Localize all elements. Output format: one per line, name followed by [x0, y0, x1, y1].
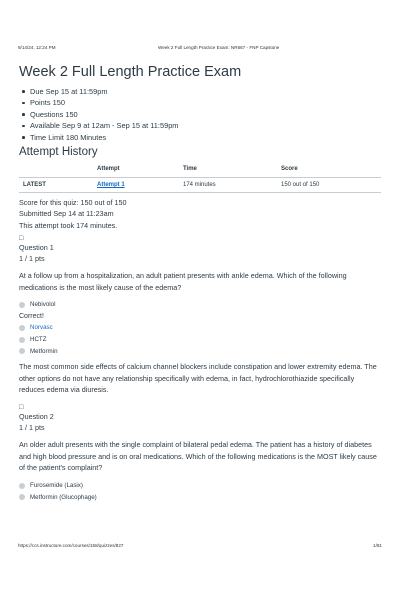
print-url: https://ccs.instructure.com/courses/158/quizzes/827: [18, 543, 124, 548]
attempt-duration: This attempt took 174 minutes.: [19, 220, 118, 230]
question-title: Question 1: [19, 243, 54, 253]
answer-option[interactable]: [19, 345, 381, 357]
print-footer: [18, 543, 382, 548]
answer-text: Norvasc: [30, 324, 53, 332]
latest-label: LATEST: [19, 178, 93, 193]
print-date: 9/14/24, 12:24 PM: [18, 45, 56, 50]
answer-text: Nebivolol: [30, 301, 56, 309]
print-header: [18, 45, 382, 50]
question-text: At a follow up from a hospitalization, an adult patient presents with ankle edema. Which of the following medications is the most likely cause of the edema?: [19, 271, 347, 292]
answer-option-correct[interactable]: [19, 322, 381, 334]
attempt-cell: [93, 178, 179, 193]
answer-text: HCTZ: [30, 336, 47, 344]
question-points: 1 / 1 pts: [19, 422, 45, 432]
correct-label: Correct!: [19, 312, 44, 320]
detail-questions: Questions 150: [30, 109, 381, 120]
question-text: An older adult presents with the single complaint of bilateral pedal edema. The patient has a history of diabetes and high blood pressure and is on oral medications. Which of the following medications is the MOST likely cause of the patient's complaint?: [19, 440, 377, 473]
question-2: [19, 403, 381, 503]
table-row: [19, 178, 381, 193]
answer-option[interactable]: [19, 480, 381, 492]
answer-option[interactable]: [19, 491, 381, 503]
score-cell: 150 out of 150: [277, 178, 381, 193]
radio-icon: [19, 302, 25, 308]
attempt-summary: [19, 197, 381, 231]
column-header-score: Score: [281, 166, 298, 173]
time-cell: 174 minutes: [179, 178, 277, 193]
radio-icon: [19, 348, 25, 354]
attempt-history-heading: Attempt History: [19, 146, 98, 159]
quiz-details: [19, 86, 381, 143]
detail-points: Points 150: [30, 97, 381, 108]
question-title: Question 2: [19, 412, 54, 422]
column-header-time: Time: [183, 166, 197, 173]
answer-text: Furosemide (Lasix): [30, 482, 83, 490]
answer-option[interactable]: [19, 334, 381, 346]
detail-due: Due Sep 15 at 11:59pm: [30, 86, 381, 97]
question-flag-icon: □: [19, 404, 24, 412]
print-page-title: Week 2 Full Length Practice Exam: NR667 - FNP Capstone: [158, 45, 280, 50]
question-1: [19, 234, 381, 395]
detail-time-limit: Time Limit 180 Minutes: [30, 132, 381, 143]
column-header-blank: [19, 164, 93, 178]
column-header-attempt: Attempt: [97, 166, 120, 173]
answer-explanation: The most common side effects of calcium channel blockers include constipation and lower extremity edema. The other options do not have any relationship specifically with edema, in fact, hydrochlorothiazide specifically reduces edema via diuresis.: [19, 362, 377, 395]
question-points: 1 / 1 pts: [19, 253, 45, 263]
quiz-content: [19, 64, 381, 503]
print-page-number: 1/81: [373, 543, 382, 548]
question-flag-icon: □: [19, 235, 24, 243]
radio-icon: [19, 325, 25, 331]
radio-icon: [19, 494, 25, 500]
table-header-row: [19, 164, 381, 178]
submitted-time: Submitted Sep 14 at 11:23am: [19, 209, 114, 219]
quiz-title: Week 2 Full Length Practice Exam: [19, 64, 242, 80]
detail-available: Available Sep 9 at 12am - Sep 15 at 11:59pm: [30, 120, 381, 131]
quiz-score: Score for this quiz: 150 out of 150: [19, 198, 127, 208]
attempt-1-link[interactable]: Attempt 1: [97, 182, 125, 189]
radio-icon: [19, 483, 25, 489]
radio-icon: [19, 337, 25, 343]
answer-text: Metformin (Glucophage): [30, 493, 97, 501]
answer-option[interactable]: [19, 299, 381, 311]
attempt-history-table: [19, 164, 381, 193]
answer-text: Metformin: [30, 347, 58, 355]
